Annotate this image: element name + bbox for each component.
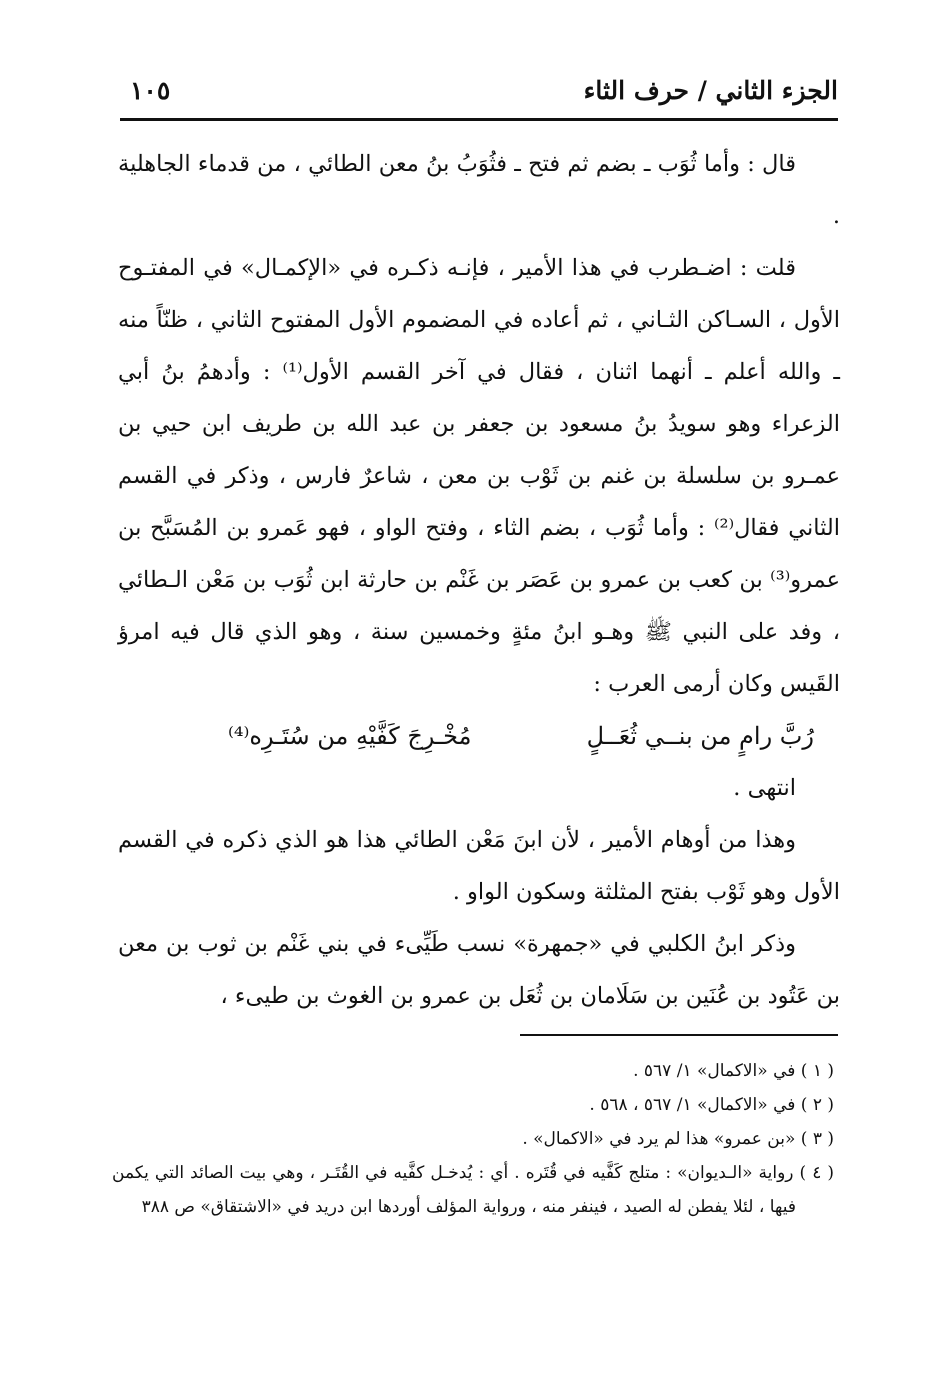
verse-second-hemistich: مُخْـرِجَ كَفَّيْهِ من سُتَـرِه⁽⁴⁾: [228, 722, 472, 750]
running-head: الجزء الثاني / حرف الثاء: [583, 76, 838, 105]
footnote-3: ( ٣ ) «بن عمرو» هذا لم يرد في «الاكمال» .: [522, 1129, 834, 1149]
footnote-rule: [520, 1034, 838, 1036]
footnote-2: ( ٢ ) في «الاكمال» ١/ ٥٦٧ ، ٥٦٨ .: [589, 1095, 834, 1115]
verse-first-hemistich: رُبَّ رامٍ من بنــي ثُعَــلٍ: [586, 722, 814, 750]
footnotes: [112, 1054, 834, 1224]
paragraph-3: وهذا من أوهام الأمير ، لأن ابنَ مَعْن الطائي هذا هو الذي ذكره في القسم الأول وهو ثَوْب بفتح المثلثة وسكون الواو .: [118, 827, 840, 905]
footnote-1: ( ١ ) في «الاكمال» ١/ ٥٦٧ .: [633, 1061, 834, 1081]
paragraph-4: وذكر ابنُ الكلبي في «جمهرة» نسب طَيِّىء في بني غَنْم بن ثوب بن معن بن عَتُود بن عُنَين بن سَلَامان بن ثُعَل بن عمرو بن الغوث بن طيىء ،: [118, 931, 840, 1009]
footnote-4: ( ٤ ) رواية «الـديوان» : متلج كَفَّيه في قُتَره . أي : يُدخـل كفَّيه في القُتَـر ، وهي بيت الصائد التي يكمن فيها ، لئلا يفطن له الصيد ، فينفر منه ، ورواية المؤلف أوردها ابن دريد في «الاشتقاق» ص ٣٨٨: [112, 1163, 834, 1217]
main-text: [118, 138, 840, 1022]
page-header: [118, 72, 838, 112]
page-number: ١٠٥: [130, 76, 171, 105]
paragraph-1: قال : وأما ثُوَب ـ بضم ثم فتح ـ فثُوَبُ بنُ معن الطائي ، من قدماء الجاهلية .: [118, 151, 840, 229]
poetry-verse: [118, 710, 840, 762]
header-rule: [120, 118, 838, 121]
paragraph-2: قلت : اضـطرب في هذا الأمير ، فإنـه ذكـره في «الإكمـال» في المفتـوح الأول ، السـاكن الثـاني ، ثم أعاده في المضموم الأول المفتوح الثاني ، ظنّاً منه ـ والله أعلم ـ أنهما اثنان ، فقال في آخر القسم الأول⁽¹⁾ : وأدهمُ بنُ أبي الزعراء وهو سويدُ بنُ مسعود بن جعفر بن عبد الله بن طريف ابن حيي بن عمـرو بن سلسلة بن غنم بن ثَوْب بن معن ، شاعرٌ فارس ، وذكر في القسم الثاني فقال⁽²⁾ : وأما ثُوَب ، بضم الثاء ، وفتح الواو ، فهو عَمرو بن المُسَبَّح بن عمرو⁽³⁾ بن كعب بن عمرو بن عَصَر بن غَنْم بن حارثة ابن ثُوَب بن مَعْن الـطائي ، وفد على النبي ﷺ وهـو ابنُ مئةٍ وخمسين سنة ، وهو الذي قال فيه امرؤ القَيس وكان أرمى العرب :: [118, 255, 840, 697]
verse-end-note: انتهى .: [733, 775, 796, 801]
